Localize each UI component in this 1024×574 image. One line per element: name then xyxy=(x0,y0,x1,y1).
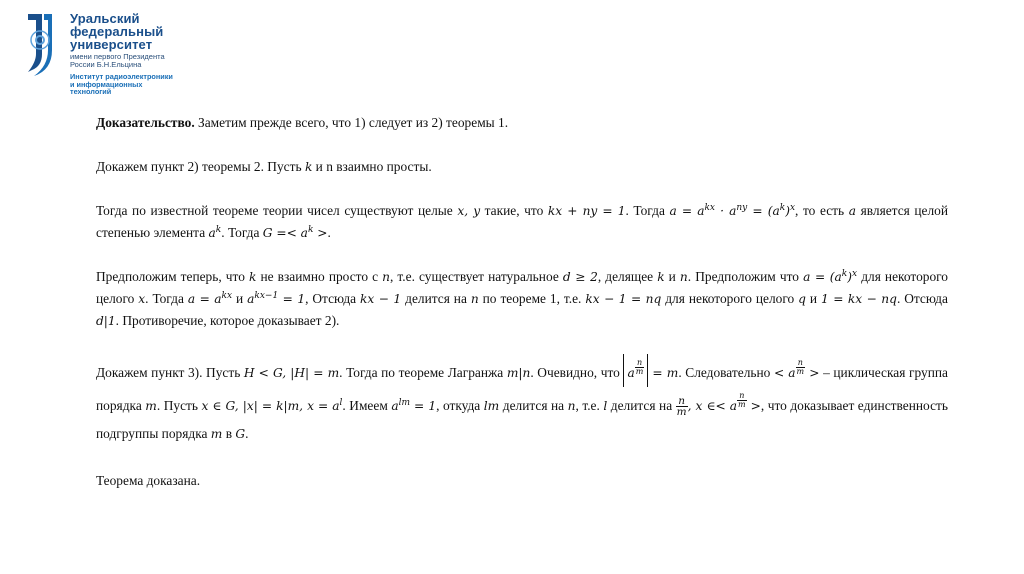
text: . Тогда по теореме Лагранжа xyxy=(339,365,507,380)
math: m xyxy=(210,427,223,441)
text: . Предположим что xyxy=(687,269,804,284)
text: . Тогда xyxy=(145,291,188,306)
math: n xyxy=(679,270,688,284)
math: k xyxy=(304,160,313,174)
text: по теореме 1, т.е. xyxy=(478,291,586,306)
math: kx − 1 = nq xyxy=(585,292,662,306)
math: n xyxy=(470,292,479,306)
text: Предположим теперь, что xyxy=(96,269,249,284)
text: – циклическая группа порядка xyxy=(96,365,948,413)
text: , Отсюда xyxy=(305,291,361,306)
paragraph-point-3: Докажем пункт 3). Пусть H < G, |H| = m. Тогда по теореме Лагранжа m|n. Очевидно, что a $\frac{n}{m}$ = m. Следовательно < a $\frac{n}{m}$ > – циклическая группа порядка m. Пусть x ∈ G, |x| = k|m, $x = a^l$. Имеем $a^{lm} = 1$, откуда lm делится на n, т.е. l делится на $\frac{n}{m}$ , x ∈< a $\frac{n}{m}$ >, что доказывает единственность подгруппы порядка m в G. xyxy=(96,354,948,448)
math: k xyxy=(657,270,665,284)
text: для некоторого целого xyxy=(661,291,799,306)
text: и xyxy=(232,291,248,306)
math: m xyxy=(145,399,157,413)
text: делится на xyxy=(607,398,676,413)
math: l xyxy=(603,399,608,413)
text: . Тогда xyxy=(625,203,670,218)
math: x ∈ G, |x| = k|m, x = a xyxy=(201,399,340,413)
math: x, y xyxy=(457,204,481,218)
text: , то есть xyxy=(795,203,849,218)
text: делится на xyxy=(499,398,568,413)
math: d|1 xyxy=(96,314,116,328)
text: и xyxy=(805,291,821,306)
math: kx + ny = 1 xyxy=(547,204,626,218)
paragraph-conclusion: Теорема доказана. xyxy=(96,473,201,488)
paragraph-proof-intro xyxy=(96,112,948,134)
paragraph-not-coprime xyxy=(96,266,948,332)
text: не взаимно просто с xyxy=(256,269,383,284)
formula-cyclic: < a $\frac{n}{m}$ > xyxy=(773,358,820,380)
formula-a-akx: $a = a^{kx}$ xyxy=(187,290,233,306)
header xyxy=(20,10,240,110)
text: , что доказывает единственность подгруппы порядка xyxy=(96,398,948,441)
formula-ak: $a^k$ xyxy=(208,224,222,240)
text: , т.е. существует натуральное xyxy=(390,269,563,284)
text: . Пусть xyxy=(156,398,202,413)
math: lm xyxy=(483,399,500,413)
math: H < G, |H| = m xyxy=(243,366,340,380)
text: , откуда xyxy=(436,398,484,413)
proof-label: Доказательство. xyxy=(96,115,195,130)
text: . Тогда xyxy=(221,225,263,240)
formula-alm: $a^{lm} = 1$ xyxy=(391,397,437,413)
text: . Следовательно xyxy=(678,365,774,380)
university-subtitle-1: имени первого Президента xyxy=(70,52,165,61)
text: , делящее xyxy=(597,269,658,284)
text: такие, что xyxy=(480,203,548,218)
slide-content xyxy=(96,112,948,492)
text: . Отсюда xyxy=(896,291,948,306)
text: Заметим прежде всего, что 1) следует из 2) теоремы 1. xyxy=(194,115,509,130)
paragraph-point-2 xyxy=(96,156,948,178)
fraction-n-over-m: $\frac{n}{m}$ xyxy=(676,394,687,419)
text: Тогда по известной теореме теории чисел существуют целые xyxy=(96,203,458,218)
text: является целой степенью элемента xyxy=(96,203,949,240)
formula-a-eq: $a = (a^k)^x$ xyxy=(803,268,858,284)
math: k xyxy=(249,270,257,284)
math: n xyxy=(567,399,576,413)
math: G xyxy=(235,427,246,441)
math: kx − 1 xyxy=(360,292,402,306)
university-logo-icon xyxy=(20,10,66,76)
university-name-line-3: университет xyxy=(70,37,153,52)
math: 1 = kx − nq xyxy=(820,292,897,306)
math: q xyxy=(798,292,806,306)
text: . Очевидно, что xyxy=(530,365,624,380)
math: a xyxy=(848,204,856,218)
math: m|n xyxy=(506,366,531,380)
university-name-line-1: Уральский xyxy=(70,11,140,26)
institute-line-3: технологий xyxy=(70,87,112,97)
formula-akx-1: $a^{kx-1} = 1$ xyxy=(247,290,306,306)
text: и xyxy=(664,269,680,284)
math: n xyxy=(382,270,390,284)
text: и n взаимно просты. xyxy=(312,159,432,174)
text: . Имеем xyxy=(342,398,392,413)
formula-x-in-G: x ∈ G, |x| = k|m, $x = a^l$ xyxy=(201,397,343,413)
university-subtitle-2: России Б.Н.Ельцина xyxy=(70,60,142,69)
institute-line-2: и информационных xyxy=(70,79,143,89)
math: d ≥ 2 xyxy=(562,270,598,284)
text: для некоторого целого xyxy=(96,269,949,306)
text: Докажем пункт 3). Пусть xyxy=(96,365,244,380)
formula-a-power: $a = a^{kx} \cdot a^{ny} = (a^k)^x$ xyxy=(669,202,796,218)
institute-line-1: Институт радиоэлектроники xyxy=(70,72,173,81)
formula-abs-a-n-m: a $\frac{n}{m}$ = m xyxy=(623,366,678,380)
text: , т.е. xyxy=(575,398,604,413)
paragraph-coprime: Тогда по известной теореме теории чисел существуют целые x, y такие, что kx + ny = 1. Тогда $a = a^{kx} \cdot a^{ny} = (a^k)^x$, то есть a является целой степенью элемента $a^k$. Тогда $G =< a^k$ >. xyxy=(96,202,949,240)
text: Докажем пункт 2) теоремы 2. Пусть xyxy=(96,159,305,174)
text: делится на xyxy=(401,291,471,306)
text: в xyxy=(222,426,236,441)
formula-G-generated: $G =< a^k$ > xyxy=(262,224,328,240)
university-name-line-2: федеральный xyxy=(70,24,164,39)
math: x xyxy=(138,292,146,306)
formula-x-in-subgroup: , x ∈< a $\frac{n}{m}$ > xyxy=(687,391,761,413)
text: . Противоречие, которое доказывает 2). xyxy=(115,313,340,328)
university-name xyxy=(70,12,173,96)
